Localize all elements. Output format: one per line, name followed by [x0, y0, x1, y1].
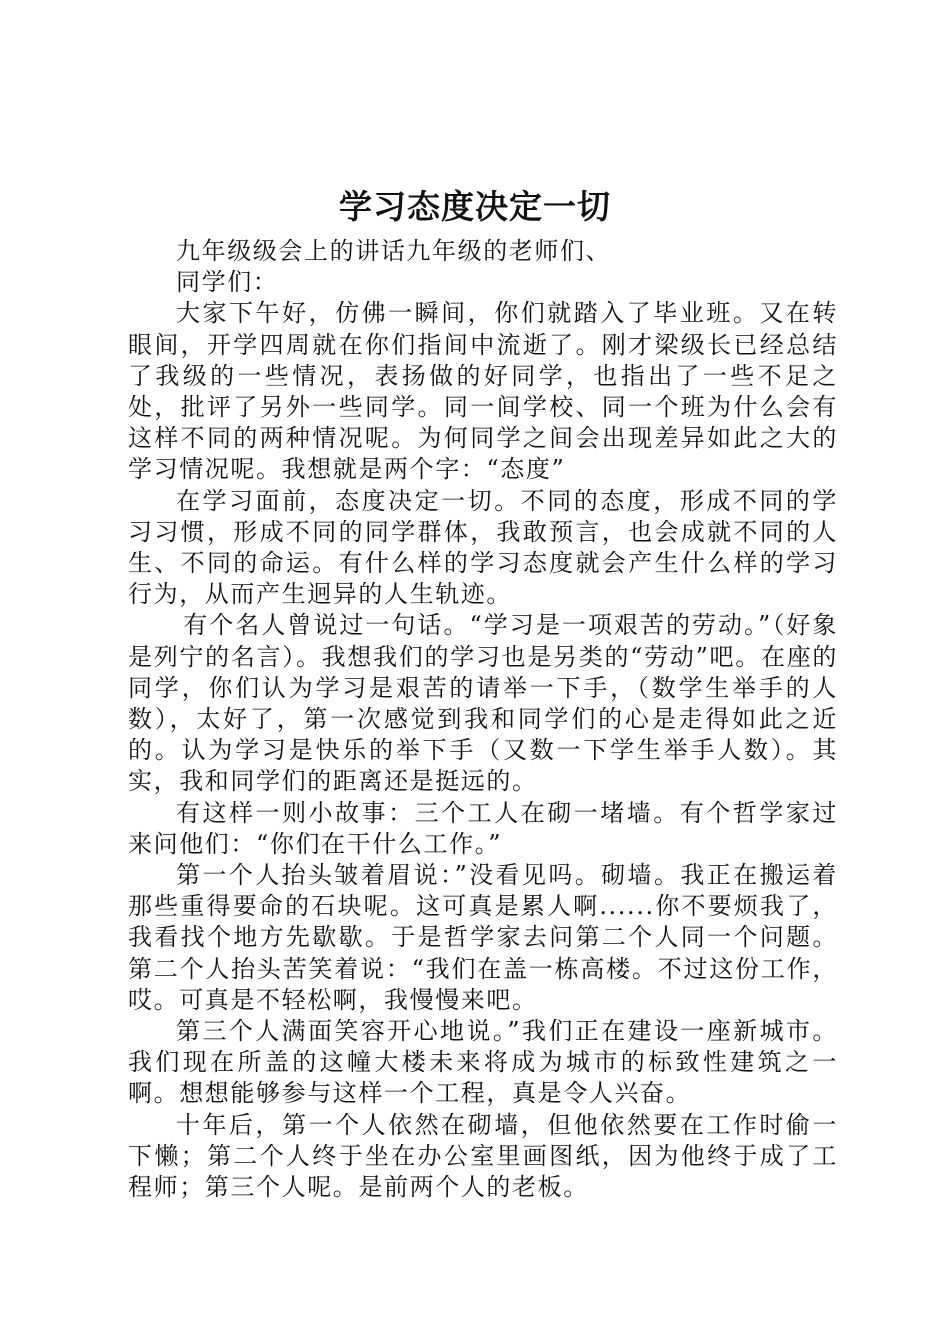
- paragraph-greeting: 同学们：: [176, 268, 279, 297]
- document-title: 学习态度决定一切: [339, 187, 611, 226]
- paragraph-attitude: 在学习面前，态度决定一切。不同的态度，形成不同的学习习惯，形成不同的同学群体，我敢预言，也会成就不同的人生、不同的命运。有什么样的学习态度就会产生什么样的学习行为，从而产生迥异的人生轨迹。: [128, 486, 838, 609]
- document-body: [128, 236, 838, 1203]
- paragraph-first-worker: 第一个人抬头皱着眉说：”没看见吗。砌墙。我正在搬运着那些重得要命的石块呢。这可真是累人啊......你不要烦我了，我看找个地方先歇歇。于是哲学家去问第二个人同一个问题。第二个人抬头苦笑着说：“我们在盖一栋高楼。不过这份工作，哎。可真是不轻松啊，我慢慢来吧。: [128, 861, 838, 1014]
- paragraph-ten-years-later: 十年后，第一个人依然在砌墙，但他依然要在工作时偷一下懒；第二个人终于坐在办公室里画图纸，因为他终于成了工程师；第三个人呢。是前两个人的老板。: [128, 1110, 838, 1202]
- paragraph-opening: 大家下午好，仿佛一瞬间，你们就踏入了毕业班。又在转眼间，开学四周就在你们指间中流逝了。刚才梁级长已经总结了我级的一些情况，表扬做的好同学，也指出了一些不足之处，批评了另外一些同学。同一间学校、同一个班为什么会有这样不同的两种情况呢。为何同学之间会出现差异如此之大的学习情况呢。我想就是两个字：“态度”: [128, 299, 838, 484]
- paragraph-third-worker: 第三个人满面笑容开心地说。”我们正在建设一座新城市。我们现在所盖的这幢大楼未来将成为城市的标致性建筑之一啊。想想能够参与这样一个工程，真是令人兴奋。: [128, 1017, 838, 1108]
- paragraph-intro: 九年级级会上的讲话九年级的老师们、: [176, 237, 612, 265]
- paragraph-quote: 有个名人曾说过一句话。“学习是一项艰苦的劳动。”（好象是列宁的名言）。我想我们的学习也是另类的“劳动”吧。在座的同学，你们认为学习是艰苦的请举一下手，（数学生举手的人数），太好了，第一次感觉到我和同学们的心是走得如此之近的。认为学习是快乐的举下手（又数一下学生举手人数）。其实，我和同学们的距离还是挺远的。: [128, 611, 838, 796]
- paragraph-story-intro: 有这样一则小故事：三个工人在砌一堵墙。有个哲学家过来问他们：“你们在干什么工作。”: [128, 798, 838, 858]
